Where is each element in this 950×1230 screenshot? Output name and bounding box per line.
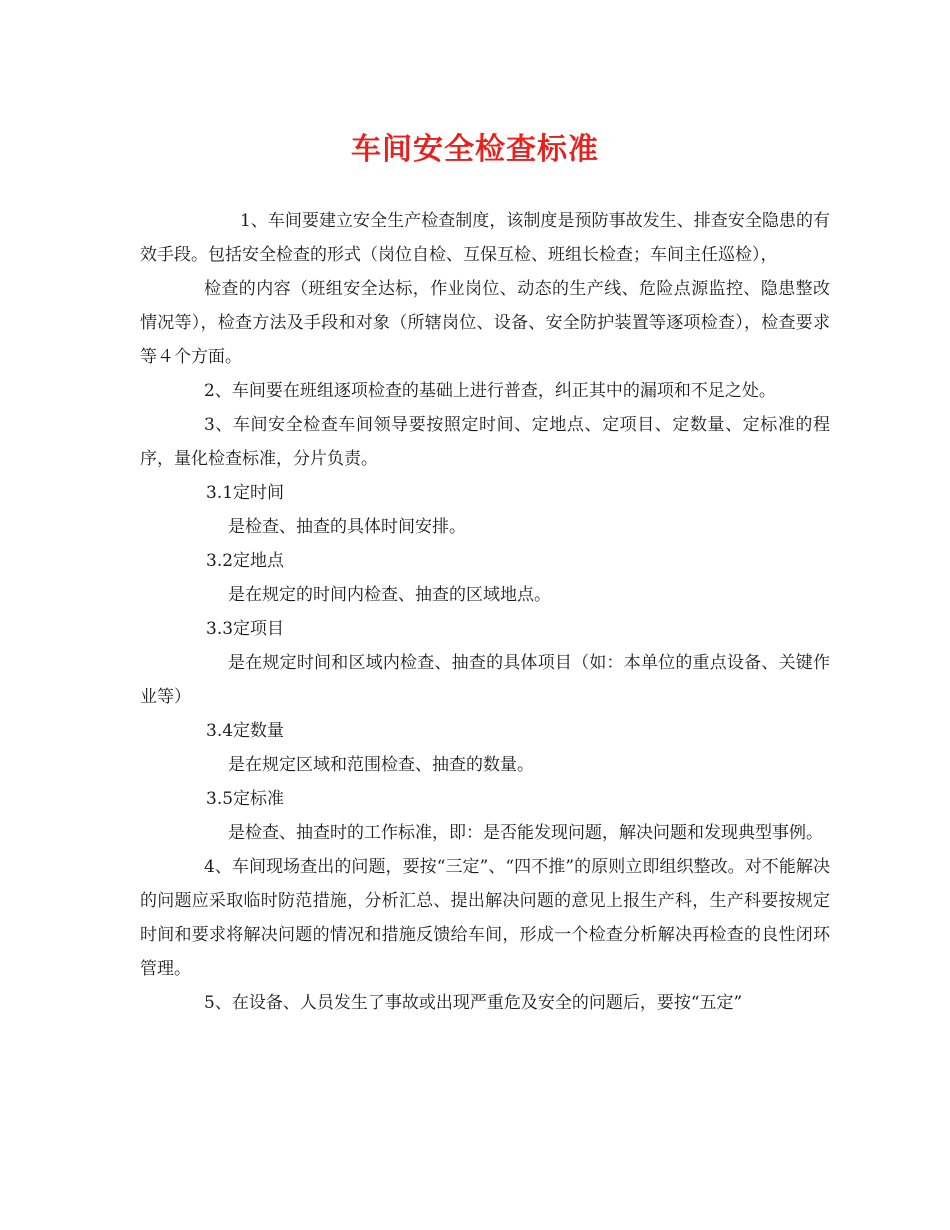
paragraph-2: 2、车间要在班组逐项检查的基础上进行普查，纠正其中的漏项和不足之处。 — [204, 381, 776, 401]
section-heading-3-1: 3.1定时间 — [206, 483, 285, 503]
section-text-3-5: 是检查、抽查时的工作标准，即：是否能发现问题，解决问题和发现典型事例。 — [228, 823, 823, 843]
section-text-3-1: 是检查、抽查的具体时间安排。 — [228, 517, 466, 537]
paragraph-5: 5、在设备、人员发生了事故或出现严重危及安全的问题后，要按“五定” — [204, 993, 743, 1013]
section-text-3-3: 是在规定时间和区域内检查、抽查的具体项目（如：本单位的重点设备、关键作业等） — [140, 653, 830, 707]
paragraph-4: 4、车间现场查出的问题，要按“三定”、“四不推”的原则立即组织整改。对不能解决的问题应采取临时防范措施，分析汇总、提出解决问题的意见上报生产科，生产科要按规定时间和要求将解决问题的情况和措施反馈给车间，形成一个检查分析解决再检查的良性闭环管理。 — [140, 857, 830, 979]
section-heading-3-2: 3.2定地点 — [206, 551, 285, 571]
section-heading-3-5: 3.5定标准 — [206, 789, 285, 809]
section-heading-3-3: 3.3定项目 — [206, 619, 285, 639]
section-text-3-4: 是在规定区域和范围检查、抽查的数量。 — [228, 755, 534, 775]
paragraph-3: 3、车间安全检查车间领导要按照定时间、定地点、定项目、定数量、定标准的程序，量化检查标准，分片负责。 — [140, 415, 830, 469]
document-body — [140, 204, 830, 1020]
paragraph-1-continued: 检查的内容（班组安全达标，作业岗位、动态的生产线、危险点源监控、隐患整改情况等），检查方法及手段和对象（所辖岗位、设备、安全防护装置等逐项检查），检查要求等４个方面。 — [140, 279, 830, 367]
document-title: 车间安全检查标准 — [351, 132, 599, 167]
section-text-3-2: 是在规定的时间内检查、抽查的区域地点。 — [228, 585, 551, 605]
paragraph-1: 1、车间要建立安全生产检查制度，该制度是预防事故发生、排查安全隐患的有效手段。包括安全检查的形式（岗位自检、互保互检、班组长检查；车间主任巡检）， — [140, 211, 830, 265]
section-heading-3-4: 3.4定数量 — [206, 721, 285, 741]
